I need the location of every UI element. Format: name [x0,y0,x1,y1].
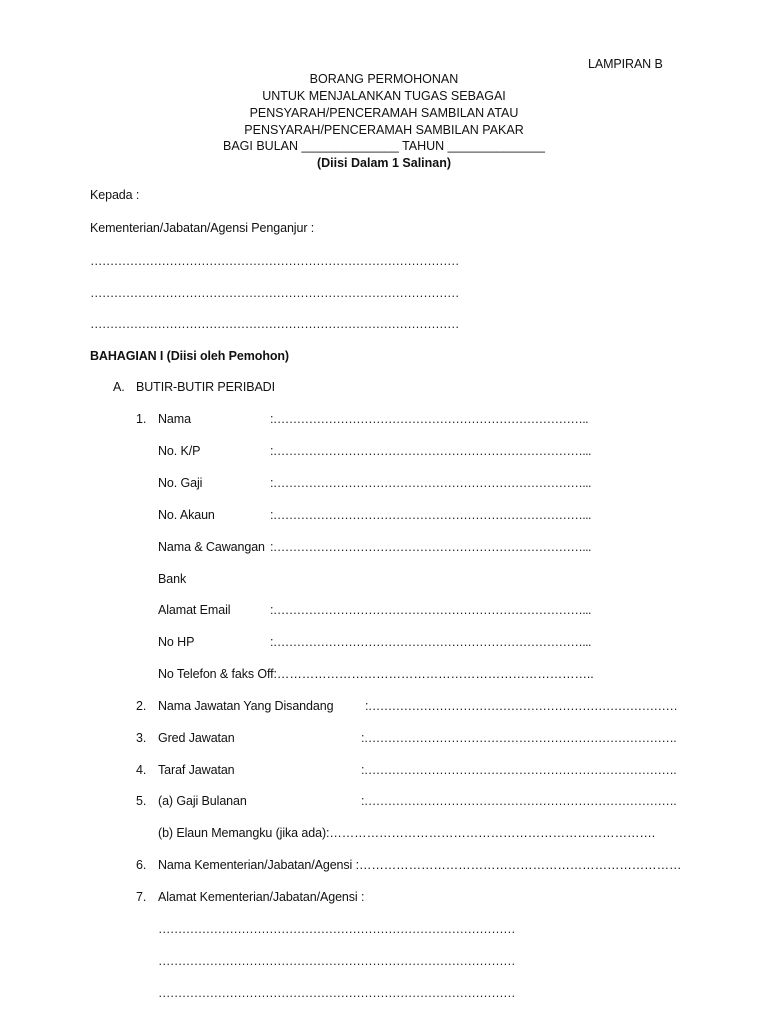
address-line-1: ………………………………………………………………………………… [90,254,459,268]
item-2-label: Nama Jawatan Yang Disandang [158,699,334,713]
title-line-3: PENSYARAH/PENCERAMAH SAMBILAN ATAU [249,106,519,120]
item-5b-elaun[interactable]: (b) Elaun Memangku (jika ada):……………………………………………………………………. [158,826,656,840]
item-3-dots[interactable]: :……………………………………………………………………. [361,731,677,745]
title-line-2: UNTUK MENJALANKAN TUGAS SEBAGAI [262,89,506,103]
field-dots-no-hp[interactable]: :……………………………………………………………………... [270,635,591,649]
field-label-nama: Nama [158,412,191,426]
field-dots-no-gaji[interactable]: :……………………………………………………………………... [270,476,591,490]
item-6-line[interactable]: Nama Kementerian/Jabatan/Agensi :…………………………………………………………………… [158,858,682,872]
section-heading: BAHAGIAN I (Diisi oleh Pemohon) [90,349,289,363]
item-3-label: Gred Jawatan [158,731,235,745]
field-dots-nama-cawangan[interactable]: :……………………………………………………………………... [270,540,591,554]
field-dots-no-akaun[interactable]: :……………………………………………………………………... [270,508,591,522]
item-5a-dots[interactable]: :……………………………………………………………………. [361,794,677,808]
bagi-bulan-line: BAGI BULAN ______________ TAHUN ______________ [223,139,545,153]
item-7-address-line-2[interactable]: ……………………………………………………………………………… [158,954,516,968]
item-4-dots[interactable]: :……………………………………………………………………. [361,763,677,777]
field-label-no-hp: No HP [158,635,195,649]
field-label-alamat-email: Alamat Email [158,603,231,617]
kepada-label: Kepada : [90,188,140,202]
item-3-number: 3. [136,731,147,745]
item-7-address-line-3[interactable]: ……………………………………………………………………………… [158,986,516,1000]
item-2-number: 2. [136,699,147,713]
item-1-number: 1. [136,412,147,426]
field-label-bank: Bank [158,572,187,586]
address-line-3: ………………………………………………………………………………… [90,317,459,331]
item-4-label: Taraf Jawatan [158,763,235,777]
field-dots-no-kp[interactable]: :……………………………………………………………………... [270,444,591,458]
field-telefon-faks[interactable]: No Telefon & faks Off:………………………………………………………………….. [158,667,594,681]
field-label-no-gaji: No. Gaji [158,476,203,490]
item-5-number: 5. [136,794,147,808]
copy-note: (Diisi Dalam 1 Salinan) [316,156,452,170]
field-dots-alamat-email[interactable]: :……………………………………………………………………... [270,603,591,617]
item-5a-label: (a) Gaji Bulanan [158,794,247,808]
item-4-number: 4. [136,763,147,777]
item-7-label: Alamat Kementerian/Jabatan/Agensi : [158,890,365,904]
item-6-number: 6. [136,858,147,872]
field-label-no-kp: No. K/P [158,444,201,458]
lampiran-label: LAMPIRAN B [588,57,663,71]
item-7-number: 7. [136,890,147,904]
field-label-nama-cawangan: Nama & Cawangan [158,540,265,554]
field-dots-nama[interactable]: :…………………………………………………………………….. [270,412,589,426]
item-2-dots[interactable]: :…………………………………………………………………… [365,699,678,713]
kementerian-label: Kementerian/Jabatan/Agensi Penganjur : [90,221,315,235]
title-line-4: PENSYARAH/PENCERAMAH SAMBILAN PAKAR [244,123,524,137]
subsection-a-title: BUTIR-BUTIR PERIBADI [136,380,275,394]
field-label-no-akaun: No. Akaun [158,508,215,522]
subsection-a-letter: A. [113,380,125,394]
title-line-1: BORANG PERMOHONAN [309,72,459,86]
address-line-2: ………………………………………………………………………………… [90,286,459,300]
item-7-address-line-1[interactable]: ……………………………………………………………………………… [158,922,516,936]
